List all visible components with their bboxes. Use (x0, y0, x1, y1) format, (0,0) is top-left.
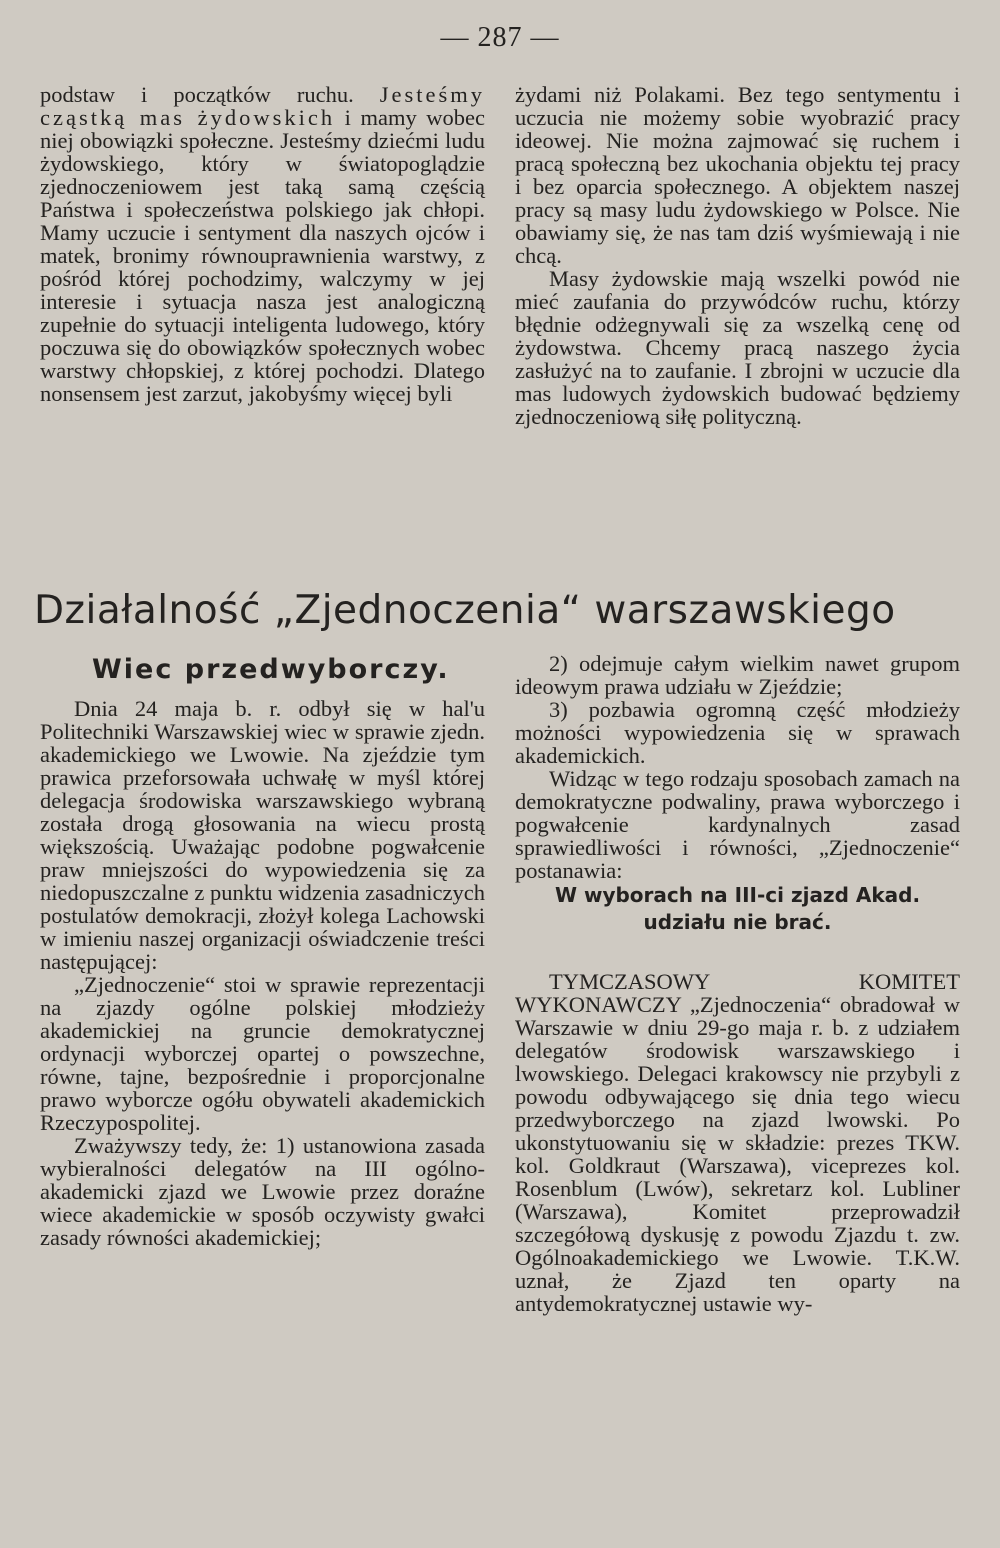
divider (515, 936, 960, 970)
bottom-right-column (515, 652, 960, 1315)
subheading: Wiec przedwyborczy. (92, 654, 450, 685)
text-run: i mamy wobec niej obowiązki społeczne. Jesteśmy dziećmi ludu żydowskiego, który w światopoglądzie zjednoczeniowem jest taką samą częścią Państwa i społeczeństwa polskiego jak chłopi. Mamy uczucie i sentyment dla naszych ojców i matek, bronimy równouprawnienia warstwy, z pośród której pochodzimy, walczymy w jej interesie i sytuacja nasza jest analogiczną zupełnie do sytuacji inteligenta ludowego, który poczuwa się do obowiązków społecznych wobec warstwy chłopskiej, z której pochodzi. Dlatego nonsensem jest zarzut, jakobyśmy więcej byli (40, 105, 486, 406)
bottom-left-column (40, 697, 485, 1249)
top-right-column (515, 83, 960, 428)
paragraph: TYMCZASOWY KOMITET WYKONAWCZY „Zjednoczenia“ obradował w Warszawie w dniu 29-go maja r. b. z udziałem delegatów środowisk warszawskiego i lwowskiego. Delegaci krakowscy nie przybyli z powodu odbywającego się dnia tego wiecu przedwyborczego na zjazd lwowski. Po ukonstytuowaniu się w składzie: prezes TKW. kol. Goldkraut (Warszawa), viceprezes kol. Rosenblum (Lwów), sekretarz kol. Lubliner (Warszawa), Komitet przeprowadził szczegółową dyskusję z powodu Zjazdu t. zw. Ogólnoakademickiego we Lwowie. T.K.W. uznał, że Zjazd ten oparty na antydemokratycznej ustawie wy- (515, 969, 960, 1316)
section-heading: Działalność „Zjednoczenia“ warszawskiego (34, 588, 896, 633)
paragraph: Zważywszy tedy, że: 1) ustanowiona zasada wybieralności delegatów na III ogólno-akademicki zjazd we Lwowie przez doraźne wiece akademickie w sposób oczywisty gwałci zasady równości akademickiej; (40, 1133, 485, 1250)
top-left-column (40, 83, 485, 405)
emphasized-text: Jesteśmy cząstką mas żydowskich (40, 82, 485, 130)
paragraph: żydami niż Polakami. Bez tego sentymentu i uczucia nie możemy sobie wyobrazić pracy ideowej. Nie można zajmować się ruchem i pracą społeczną bez ukochania objektu tej pracy i bez oparcia społecznego. A objektem naszej pracy są masy ludu żydowskiego w Polsce. Nie obawiamy się, że nas tam dziś wyśmiewają i nie chcą. (515, 82, 960, 268)
text-run: podstaw i początków ruchu. (40, 82, 354, 107)
paragraph: 2) odejmuje całym wielkim nawet grupom ideowym prawa udziału w Zjeździe; (515, 651, 960, 699)
paragraph (40, 83, 485, 405)
paragraph: Widząc w tego rodzaju sposobach zamach na demokratyczne podwaliny, prawa wyborczego i pogwałcenie kardynalnych zasad sprawiedliwości i równości, „Zjednoczenie“ postanawia: (515, 766, 960, 883)
paragraph: Dnia 24 maja b. r. odbył się w hal'u Politechniki Warszawskiej wiec w sprawie zjedn. akademickiego we Lwowie. Na zjeździe tym prawica przeforsowała uchwałę w myśl której delegacja środowiska warszawskiego wybraną została drogą głosowania na wiecu prostą większością. Uważając podobne pogwałcenie praw mniejszości do wypowiedzenia się za niedopuszczalne z punktu widzenia zasadniczych postulatów demokracji, złożył kolega Lachowski w imieniu naszej organizacji oświadczenie treści następującej: (40, 696, 485, 974)
paragraph: 3) pozbawia ogromną część młodzieży możności wypowiedzenia się w sprawach akademickich. (515, 697, 960, 768)
paragraph: „Zjednoczenie“ stoi w sprawie reprezentacji na zjazdy ogólne polskiej młodzieży akademickiej na gruncie demokratycznej ordynacji wyborczej opartej o powszechne, równe, tajne, bezpośrednie i proporcjonalne prawo wyborcze ogółu obywateli akademickich Rzeczypospolitej. (40, 972, 485, 1135)
page-number: — 287 — (440, 22, 560, 53)
resolution-note: W wyborach na III-ci zjazd Akad. udziału nie brać. (554, 883, 921, 934)
paragraph: Masy żydowskie mają wszelki powód nie mieć zaufania do przywódców ruchu, którzy błędnie odżegnywali się za wszelką cenę od żydowstwa. Chcemy pracą naszego życia zasłużyć na to zaufanie. I zbrojni w uczucie dla mas ludowych żydowskich budować będziemy zjednoczeniową siłę polityczną. (515, 266, 960, 429)
